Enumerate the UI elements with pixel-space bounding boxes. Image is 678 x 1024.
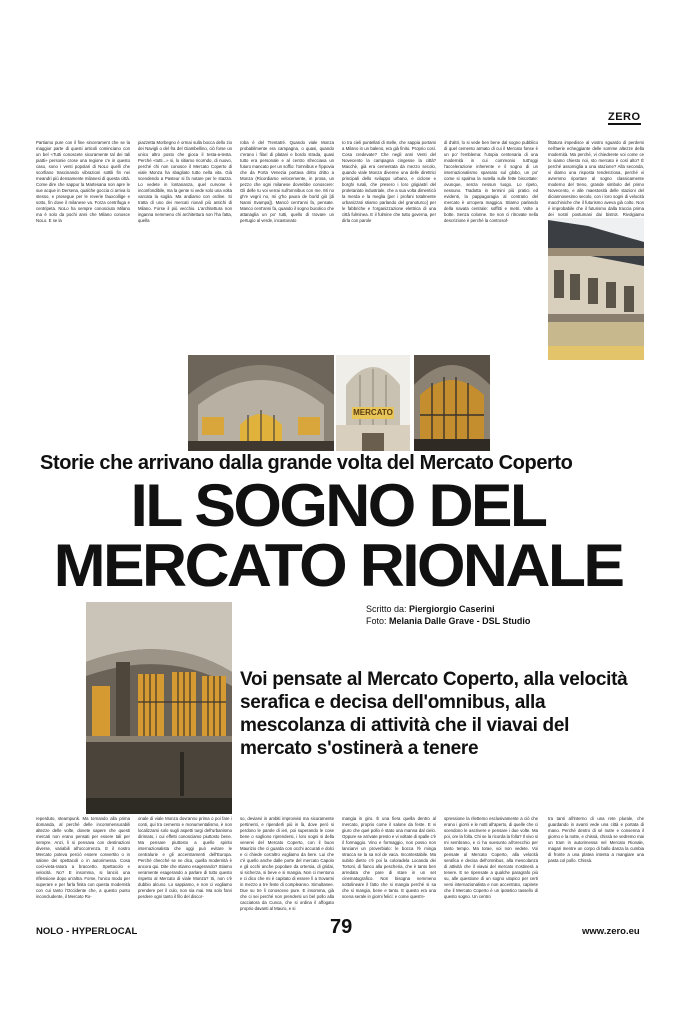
photo-label: Foto:	[366, 616, 387, 626]
text-column-bottom-3: so, deviarvi in ambiti improvvisi ma sicuramente pertinenti, e ripenderli più in là, dove però si perdono le parole di ieri, poi superando le cose bene o sogliono riprendersi, i loro sogni si della venerei del Mercato Coperto, con il buon Maurizio che ci guarda con occhi accurati e dolci e ci chiede cos'altro vogliamo da bere. Lui che c'è quello anche dalle porte del mercato Capolo e gli occhi anche popolare da ortersia, di gridai, si sicherza, si beve e si mangia. Non ci mentono e ci dico che mi è capitato di essere lì a trovarmi in mezzo a tre feste di compleanno. Simultanee. Due su tre li conoscevo pure. E insomma, già che ci sei perché non prendersi un bel pollo alla cacciatora da Cunca, che si ordina il affogato proprio davanti al Mauro, e si	[240, 816, 334, 911]
photographer-name: Melania Dalle Grave - DSL Studio	[389, 616, 531, 626]
market-hall-photo	[86, 602, 232, 814]
text-column-bottom-1: reperduto, steampunk. Ma tornando alla prima domanda, al perché delle incommensurabili altezze delle volte, dovete sapere che questi mercati non erano pensati per essere tali per sempre. Anzi, li si pensava con destinazioni diverse, variabili all'occorrenza. E il nostro Mercato poteva perciò essere convertito o in salone dei spettacoli o in autorimessa. Cosa così-vieta-ratora a braccetto. Spettacolo e velocità. No? E insomma, si lanciò una riflessione dopo un'altra. Forse, l'unico modo per superare e per farla finita con questa modernità con cui tanto l'Occidente che, a questo punto inconcludente, il Mercato Ro-	[36, 816, 130, 899]
lead-paragraph: Voi pensate al Mercato Coperto, alla velocità serafica e decisa dell'omnibus, alla mescolanza di attività che il viavai del mercato s'ostinerà a tenere	[240, 669, 628, 759]
text-column-bottom-4: mangia in giro. È una fiera quella dentro al mercato, proprio come il salone da feste. E vi giuro che quel pollo è stato una manna dal cielo. Oppure se arrivate presto e vi voltate di spalle c'è il formaggio. Vino e formaggio, non posso non lanciarvi un proverbialo: le bocca l'è minga stracca se la sa nol de vaca. Incontestabile. Ma subito dietro c'è poi la coloradela Locanda dei Tortoni, di fianco alla pescheria, che è tanto ben arredata che pare di stare in un set cinematografico. Non bisogna nemmeno sottolineare il fatto che si mangia perché si sa che si mangia, bene e tanto. E questo era una scena serale in giorni felici: e come quest'e-	[342, 816, 436, 899]
author-credit	[366, 604, 495, 614]
text-column-top-6: fittatura impedisce al vostro sguardo di perdersi nell'aerie echeggiante delle somme altezze della modernità. Ma perché, vi chiederete voi come ce lo siamo chiesto noi, sto mercato è così alto? È perché assomiglia a una stazione? Alla seconda, vi diamo una risposta tendenziosa, perché vi avremmo riportare al sogno classicamente moderno del treno, grande simbolo del primo Novecento, e alle maestosità delle stazioni del diciannovesimo secolo, con i loro sogni di velocità macchiniche che il futurismo aveva già colto. Non è improbabile che il futurismo dalla traccia prima dei nostri postumani dai bistrot. Rivolgiamo	[548, 140, 644, 217]
market-facade-photo	[548, 218, 644, 360]
title-line-1: IL SOGNO DEL	[130, 472, 546, 539]
kicker: Storie che arrivano dalla grande volta del Mercato Coperto	[40, 452, 573, 474]
mercato-sign: MERCATO	[353, 408, 393, 417]
author-name: Piergiorgio Caserini	[409, 604, 495, 614]
photo-credit	[366, 616, 530, 626]
market-interior-photo-2	[414, 355, 490, 451]
website-link[interactable]: www.zero.eu	[582, 926, 640, 937]
text-column-top-1: Partiamo pure con il fine sincerament che se la maggior parte di questi articoli cominciano con un bel «Tutti conoscete sicuramente tal dei tali piatti» personie crose una regione c'e in questo caso, sono i venti popolari di NoLo quelli che scorfiano trascinando vibrazioni sottili fin nei meandri più densamente milanesi di questa città. Come dire che sappur la Martesana non apre le sue acque in Dersena, qualche goccia ci arriva lo stesso, e prosegue per le reverie fauxcollige e sotto, fin dove il milanese va. Forza centrifuga e centripeta. NoLo ha sempre conosciuto Milano ma è solo da pochi anni che Milano conosce NoLo. E se la	[36, 140, 130, 223]
market-entrance-photo	[336, 355, 410, 451]
title-line-2: MERCATO RIONALE	[53, 532, 623, 599]
text-column-top-3: roba è del Trentatré. Quando viale Monza probabilmente era campagna, o quasi, quando c'erano i filari di platani e bordo strada, quasi tutto era personale e al centro sfrecciava un futuro mancato per un soffio: l'omnibus e l'ippovia che da Porta Venezia portava dritto dritto a Monza (Ricordiamo velocemente, in prosa, un pezzo che ogni milanese dovrebbe conoscere: Gli delle tu voi verrai sull'omnibus con me. Mi no gh'e vegnì no, mi g'ho paura de borld giò [di Nanni Svampa]). Mancò cent'anni fa, pensate. Manco cent'anni fa, quando il sogno bucolico che attanaglia un po' tutti, quello di trovare un pertugio al verde, incastonato	[240, 140, 334, 223]
text-column-top-2: piazzetta Morbegno è ormai sulla bocca dello zio dei Navigli o del fra del Giambellino, ciò forse un unico altro posto che gioca il testa-a-testa. Perché «tutti...» si, lo sitiamo ricorndo, di nuovo, perché chi non conosce il Mercato Coperto di viale Monza ha sbagliato tutto nella vita. Già scendendo a Pasteur si fa notare per le stazza. Lo vedete in lontananza, quel curvone è inconfondibile, ma la gente si vede solo una volta varcata la soglia. Ma andiamo con ordine. Si tratta di uno dei mercati rionali più antichi di Milano. Forse il più vecchio. L'architettura non inganna nemmeno chi architettura non l'ha fatta, quella	[138, 140, 232, 223]
text-column-top-4: to tra cieli puntellati di stelle, che sappia portarsi a Milano in un baleno, era già finito. Proprio così. Cosa credevate? Che negli anni Venti del Novecento la campagna cingesse la città? Macchè, già era cementata da mezzo secolo, quando viale Monza divenne una delle direttrici principali dello sviluppo urbano, e ciclone e borghi rurali, che presero i loro grigiastri del proletariato industriale, che a sua volta dimenticò la merda e la meglia [per i profani totalmente urbanizzati stiamo parlando del granoturco] per le fabbriche e l'organizzazione elettrica di una città fulminea. E il fulmine che tutto governa, per dirla con parole	[342, 140, 436, 223]
market-interior-photo-1	[188, 355, 334, 451]
text-column-bottom-6: tra tanti all'interno di una rete plurale, che guardando in avanti vede una città e portata di mano. Perché dentro di sé nutre e consenna il giorno e la notte, e chissà, chissà se vedremo mai un tram in autorimessa nel Mercato Rionale, magari mentre un corpo di ballo danza la cumbia di fronte a una platea intenta a mangiare una pasta col pollo. Chissà.	[548, 816, 644, 863]
page-number: 79	[330, 916, 353, 938]
text-column-top-5: di d'altri, lo si vede ben bene dal sogno pubblico di quel cemento armato di cui il Mercato fonse è un po' l'emblema: l'utopia centenaria di una modernità in cui commonio tutt'oggi l'accelerazione inherente e il sogno di un internazionalismo sparsato sul globo, un po' come si spalma la nutella sulle fette biscottate: ovunque, senza nessun luogo. Lo ripeto, nessuno. Tradotta in termini più pratici ed evidenti, la pappagoragia al contrario del mercato è un'opera maggica. Stiamo parlando della navata centrale: soffitti e metri. Volte a botte. Senza colonne. Se non ci ritrovate nella descrizione è perché la controsof-	[444, 140, 538, 223]
section-label: NOLO - HYPERLOCAL	[36, 926, 138, 937]
author-label: Scritto da:	[366, 604, 407, 614]
text-column-bottom-5: spressione la rilettemo esclusivamente a ciò che erano i giorni e le notti all'aperto, di quelle che ci scendono le ascrivere e pensare i due volte. Ma poi, ore la folla. Chi se la ricorda la folla? Il vivo si mi sembrano, e ci ha suesunto all'orecchio per tanto tempo. Ma torae, voi non vedete. Voi pensate al Mercato Coperto, alla velocità serafica e decisa dell'omnibus, alla mescolanza di attività che il viavai del mercato s'ostinerà a tenere. E se ripensate a qualche paragrafo più su, alle questione di un sogno utopico per certi versi internazionalista e non accentrato, capirete che il Mercato Coperto è un ipotetico tassello di questo sogno. Un centro	[444, 816, 538, 899]
zero-logo: ZERO	[608, 111, 641, 123]
text-column-bottom-2: onale di viale Monza dovranno prima o poi fare i conti, qui tra cemento e monumentalismo, è non localizzarsi solo sugli aspetti turgi dell'urbanismo dirimato, i cui effetti conosciamo piuttosto bene. Ma pensare piuttosto a quello spirito internazionalista che oggi può evitare le centralurie e gli accentramenti dell'Europa. Perché checché se ne dica, quella modernità è ancora qui. Dite che stiamo esagerando? Stiamo veramente esagerando a parlare di tutto questo rispetto al Mercato di viale Monza? Si, non c'è dubbio alcuno. Lo sappiamo, e non ci vogliamo prendere per il culo, non sia mai. Ma solo farvi perdere ogni tanto il filo del discor-	[138, 816, 232, 899]
